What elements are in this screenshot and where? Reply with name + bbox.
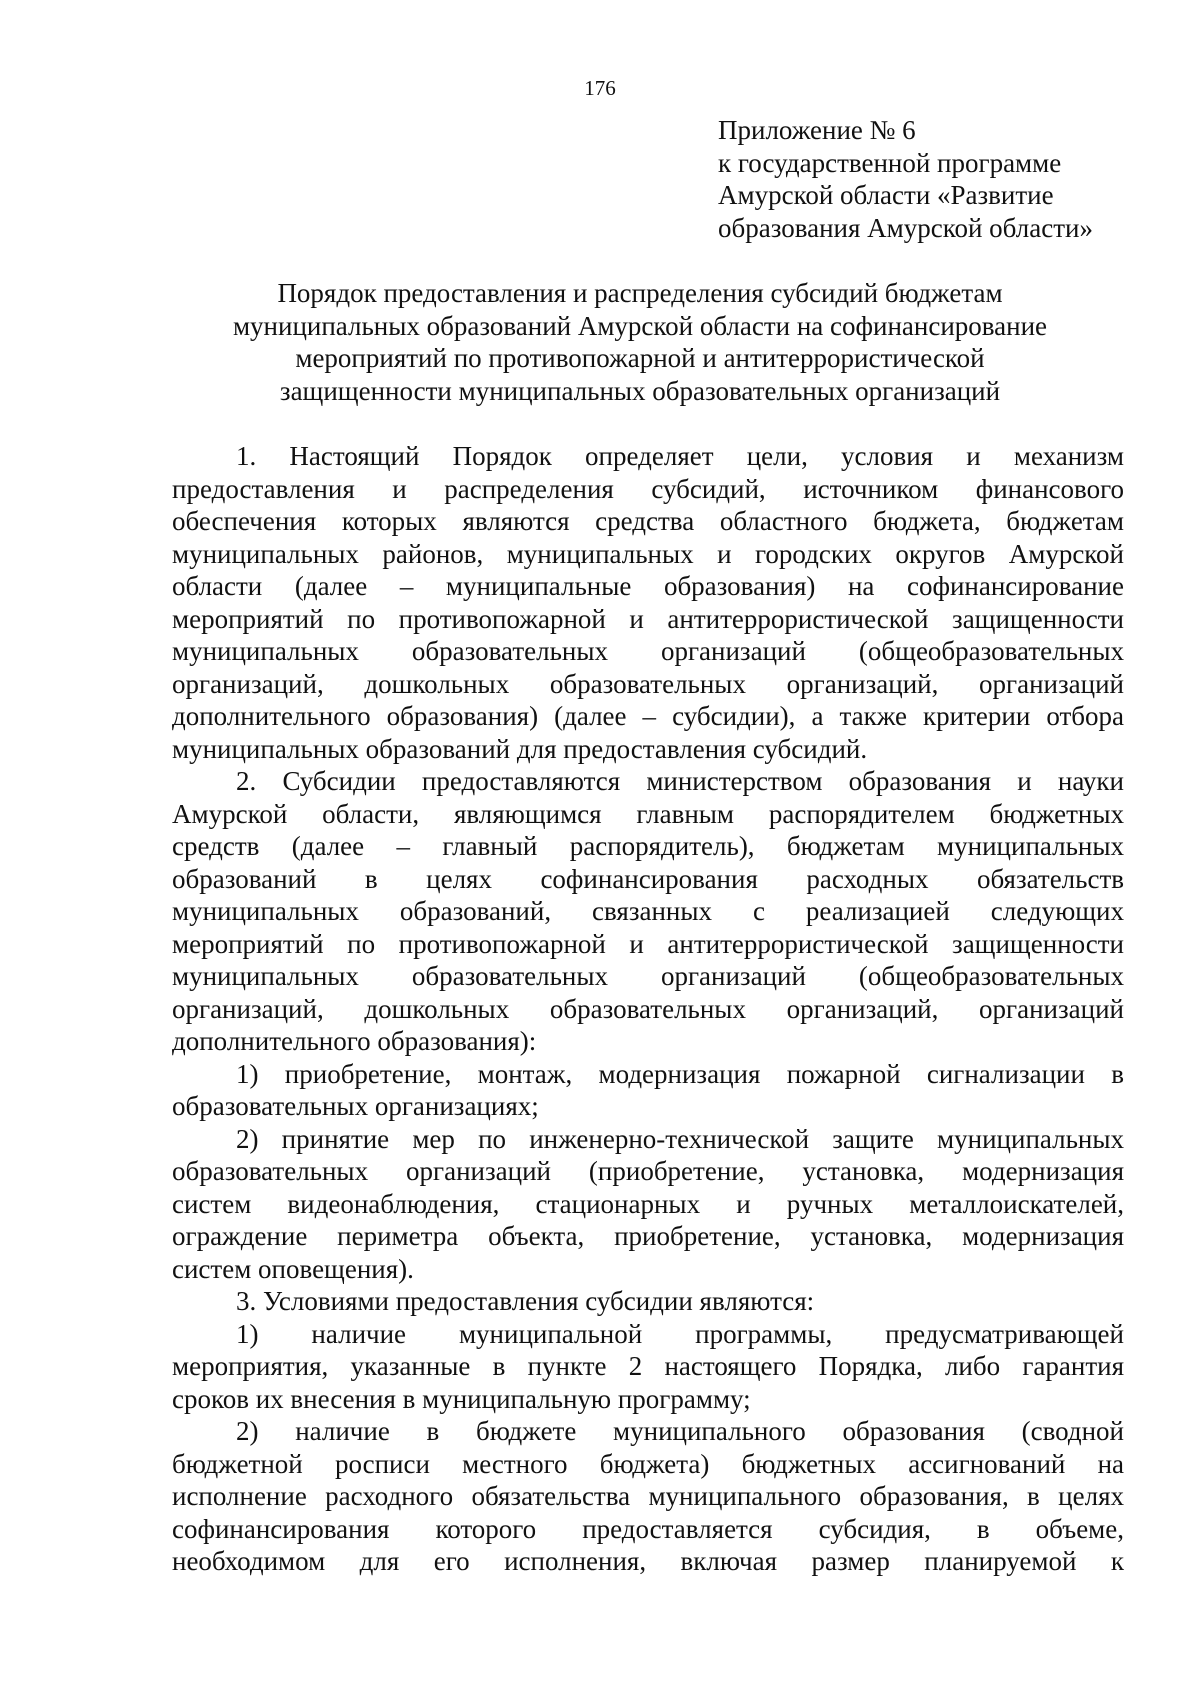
body-line: ограждение периметра объекта, приобретение, установка, модернизация xyxy=(172,1221,1124,1251)
title-line: муниципальных образований Амурской области на софинансирование xyxy=(232,310,1048,341)
appendix-header xyxy=(718,114,1158,244)
body-line: необходимом для его исполнения, включая размер планируемой к xyxy=(172,1546,1124,1576)
body-line: образований в целях софинансирования расходных обязательств xyxy=(172,863,1124,894)
body-line: образовательных организациях; xyxy=(172,1091,539,1121)
body-line: муниципальных районов, муниципальных и городских округов Амурской xyxy=(172,538,1124,569)
body-line: обеспечения которых являются средства областного бюджета, бюджетам xyxy=(172,506,1124,536)
body-line: 1) приобретение, монтаж, модернизация пожарной сигнализации в xyxy=(236,1058,1124,1089)
appendix-line: образования Амурской области» xyxy=(718,212,1093,243)
page-number: 176 xyxy=(584,76,616,100)
body-line: 2) наличие в бюджете муниципального образования (сводной xyxy=(236,1416,1124,1446)
body-line: муниципальных образовательных организаций (общеобразовательных xyxy=(172,636,1124,666)
body-line: 2) принятие мер по инженерно-технической защите муниципальных xyxy=(236,1123,1124,1154)
document-title xyxy=(160,277,1120,407)
body-line: сроков их внесения в муниципальную программу; xyxy=(172,1383,751,1414)
body-line: организаций, дошкольных образовательных организаций, организаций xyxy=(172,993,1124,1024)
body-line: мероприятий по противопожарной и антитеррористической защищенности xyxy=(172,603,1124,634)
body-line: дополнительного образования): xyxy=(172,1026,537,1056)
body-line: 1. Настоящий Порядок определяет цели, условия и механизм xyxy=(236,441,1124,471)
body-line: 1) наличие муниципальной программы, предусматривающей xyxy=(236,1318,1124,1349)
body-line: образовательных организаций (приобретение, установка, модернизация xyxy=(172,1156,1124,1186)
body-line: 3. Условиями предоставления субсидии являются: xyxy=(236,1286,815,1316)
appendix-line: к государственной программе xyxy=(718,147,1062,178)
body-line: предоставления и распределения субсидий, источником финансового xyxy=(172,473,1124,504)
body-line: бюджетной росписи местного бюджета) бюджетных ассигнований на xyxy=(172,1448,1124,1479)
title-line: защищенности муниципальных образовательных организаций xyxy=(279,375,1001,406)
title-line: Порядок предоставления и распределения субсидий бюджетам xyxy=(277,278,1003,308)
body-line: муниципальных образовательных организаций (общеобразовательных xyxy=(172,961,1124,991)
body-line: средств (далее – главный распорядитель), бюджетам муниципальных xyxy=(172,831,1124,861)
body-line: исполнение расходного обязательства муниципального образования, в целях xyxy=(172,1481,1124,1511)
body-line: 2. Субсидии предоставляются министерством образования и науки xyxy=(236,766,1124,796)
body-line: мероприятий по противопожарной и антитеррористической защищенности xyxy=(172,928,1124,959)
body-line: муниципальных образований, связанных с реализацией следующих xyxy=(172,896,1124,926)
body-line: организаций, дошкольных образовательных организаций, организаций xyxy=(172,668,1124,699)
body-line: софинансирования которого предоставляется субсидия, в объеме, xyxy=(172,1513,1124,1544)
body-line: систем оповещения). xyxy=(172,1253,414,1284)
body-line: области (далее – муниципальные образования) на софинансирование xyxy=(172,571,1124,601)
appendix-line: Приложение № 6 xyxy=(718,115,916,145)
body-line: мероприятия, указанные в пункте 2 настоящего Порядка, либо гарантия xyxy=(172,1351,1124,1381)
body-line: дополнительного образования) (далее – субсидии), а также критерии отбора xyxy=(172,701,1124,731)
body-line: муниципальных образований для предоставления субсидий. xyxy=(172,733,868,764)
body-line: Амурской области, являющимся главным распорядителем бюджетных xyxy=(172,798,1124,829)
document-body xyxy=(172,440,1124,1578)
title-line: мероприятий по противопожарной и антитеррористической xyxy=(295,343,985,373)
appendix-line: Амурской области «Развитие xyxy=(718,180,1054,210)
body-line: систем видеонаблюдения, стационарных и ручных металлоискателей, xyxy=(172,1188,1124,1219)
